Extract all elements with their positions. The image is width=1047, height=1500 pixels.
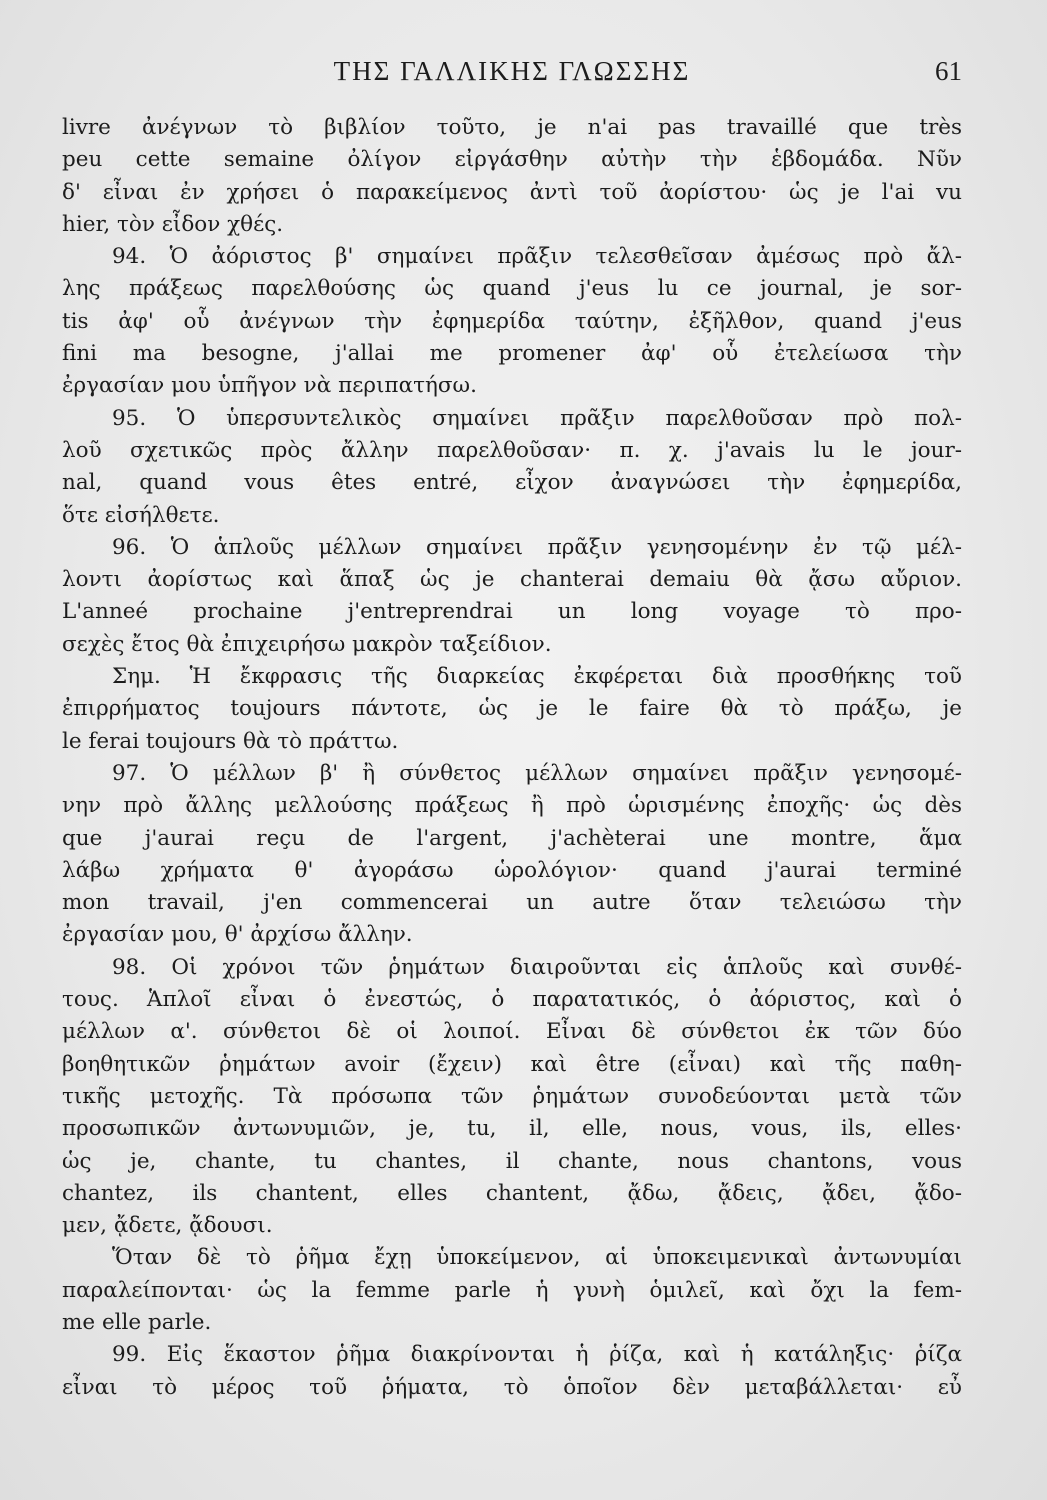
text-line: me elle parle.: [62, 1309, 212, 1335]
text-line: μέλλων α'. σύνθετοι δὲ οἱ λοιποί. Εἶναι δὲ σύνθετοι ἐκ τῶν δύο: [62, 1019, 962, 1045]
text-line: ἐργασίαν μου, θ' ἀρχίσω ἄλλην.: [62, 922, 413, 948]
text-line: ὡς je, chante, tu chantes, il chante, nous chantons, vous: [62, 1148, 962, 1174]
text-line: λοῦ σχετικῶς πρὸς ἄλλην παρελθοῦσαν· π. χ. j'avais lu le jour-: [62, 437, 962, 463]
text-line: 98. Οἱ χρόνοι τῶν ῥημάτων διαιροῦνται εἰς ἁπλοῦς καὶ συνθέ-: [112, 954, 962, 980]
text-line: nal, quand vous êtes entré, εἶχον ἀναγνώσει τὴν ἐφημερίδα,: [62, 470, 962, 496]
text-line: 97. Ὁ μέλλων β' ἢ σύνθετος μέλλων σημαίνει πρᾶξιν γενησομέ-: [112, 760, 962, 786]
text-line: chantez, ils chantent, elles chantent, ᾄδω, ᾄδεις, ᾄδει, ᾄδο-: [62, 1180, 962, 1206]
text-line: παραλείπονται· ὡς la femme parle ἡ γυνὴ ὁμιλεῖ, καὶ ὄχι la fem-: [62, 1277, 962, 1303]
page-header: [62, 52, 962, 104]
text-line: fini ma besogne, j'allai me promener ἀφ' οὗ ἐτελείωσα τὴν: [62, 341, 962, 367]
book-page: [62, 52, 962, 1472]
text-line: νην πρὸ ἄλλης μελλούσης πράξεως ἢ πρὸ ὡρισμένης ἐποχῆς· ὡς dès: [62, 793, 962, 819]
text-line: 94. Ὁ ἀόριστος β' σημαίνει πρᾶξιν τελεσθεῖσαν ἀμέσως πρὸ ἄλ-: [112, 244, 962, 270]
text-line: ἐπιρρήματος toujours πάντοτε, ὡς je le faire θὰ τὸ πράξω, je: [62, 696, 962, 722]
text-line: L'anneé prochaine j'entreprendrai un long voyage τὸ προ-: [62, 599, 962, 625]
text-line: 99. Εἰς ἕκαστον ῥῆμα διακρίνονται ἡ ῥίζα, καὶ ἡ κατάληξις· ῥίζα: [112, 1342, 962, 1368]
text-line: εἶναι τὸ μέρος τοῦ ῥήματα, τὸ ὁποῖον δὲν μεταβάλλεται· εὖ: [62, 1374, 962, 1400]
text-line: peu cette semaine ὀλίγον εἰργάσθην αὐτὴν τὴν ἑβδομάδα. Νῦν: [62, 147, 962, 173]
text-line: ὅτε εἰσήλθετε.: [62, 502, 220, 528]
text-line: livre ἀνέγνων τὸ βιβλίον τοῦτο, je n'ai pas travaillé que très: [62, 115, 962, 140]
text-line: que j'aurai reçu de l'argent, j'achèterai une montre, ἅμα: [62, 825, 962, 851]
text-line: tis ἀφ' οὗ ἀνέγνων τὴν ἐφημερίδα ταύτην, ἐξῆλθον, quand j'eus: [62, 308, 962, 334]
text-line: τους. Ἁπλοῖ εἶναι ὁ ἐνεστώς, ὁ παρατατικός, ὁ ἀόριστος, καὶ ὁ: [62, 987, 962, 1013]
text-line: hier, τὸν εἶδον χθές.: [62, 211, 284, 237]
text-line: 95. Ὁ ὑπερσυντελικὸς σημαίνει πρᾶξιν παρελθοῦσαν πρὸ πολ-: [112, 405, 962, 431]
text-line: Σημ. Ἡ ἔκφρασις τῆς διαρκείας ἐκφέρεται διὰ προσθήκης τοῦ: [112, 664, 962, 690]
text-line: σεχὲς ἔτος θὰ ἐπιχειρήσω μακρὸν ταξείδιον.: [62, 631, 552, 657]
text-line: λοντι ἀορίστως καὶ ἅπαξ ὡς je chanterai demaiu θὰ ᾄσω αὔριον.: [62, 567, 962, 593]
text-line: λης πράξεως παρελθούσης ὡς quand j'eus lu ce journal, je sor-: [62, 276, 962, 302]
text-line: λάβω χρήματα θ' ἀγοράσω ὡρολόγιον· quand j'aurai terminé: [62, 857, 962, 883]
text-line: le ferai toujours θὰ τὸ πράττω.: [62, 728, 399, 754]
text-line: ἐργασίαν μου ὑπῆγον νὰ περιπατήσω.: [62, 373, 477, 399]
text-line: mon travail, j'en commencerai un autre ὅταν τελειώσω τὴν: [62, 890, 962, 916]
body-text: [62, 112, 962, 1404]
page-number: 61: [935, 56, 962, 86]
text-line: Ὅταν δὲ τὸ ῥῆμα ἔχῃ ὑποκείμενον, αἱ ὑποκειμενικαὶ ἀντωνυμίαι: [112, 1245, 962, 1271]
text-line: δ' εἶναι ἐν χρήσει ὁ παρακείμενος ἀντὶ τοῦ ἀορίστου· ὡς je l'ai vu: [62, 179, 962, 205]
text-line: μεν, ᾄδετε, ᾄδουσι.: [62, 1213, 273, 1239]
text-line: βοηθητικῶν ῥημάτων avoir (ἔχειν) καὶ être (εἶναι) καὶ τῆς παθη-: [62, 1051, 962, 1077]
running-title: ΤΗΣ ΓΑΛΛΙΚΗΣ ΓΛΩΣΣΗΣ: [333, 56, 691, 86]
text-line: 96. Ὁ ἁπλοῦς μέλλων σημαίνει πρᾶξιν γενησομένην ἐν τῷ μέλ-: [112, 534, 962, 560]
text-line: τικῆς μετοχῆς. Τὰ πρόσωπα τῶν ῥημάτων συνοδεύονται μετὰ τῶν: [62, 1083, 962, 1109]
text-line: προσωπικῶν ἀντωνυμιῶν, je, tu, il, elle, nous, vous, ils, elles·: [62, 1116, 962, 1142]
